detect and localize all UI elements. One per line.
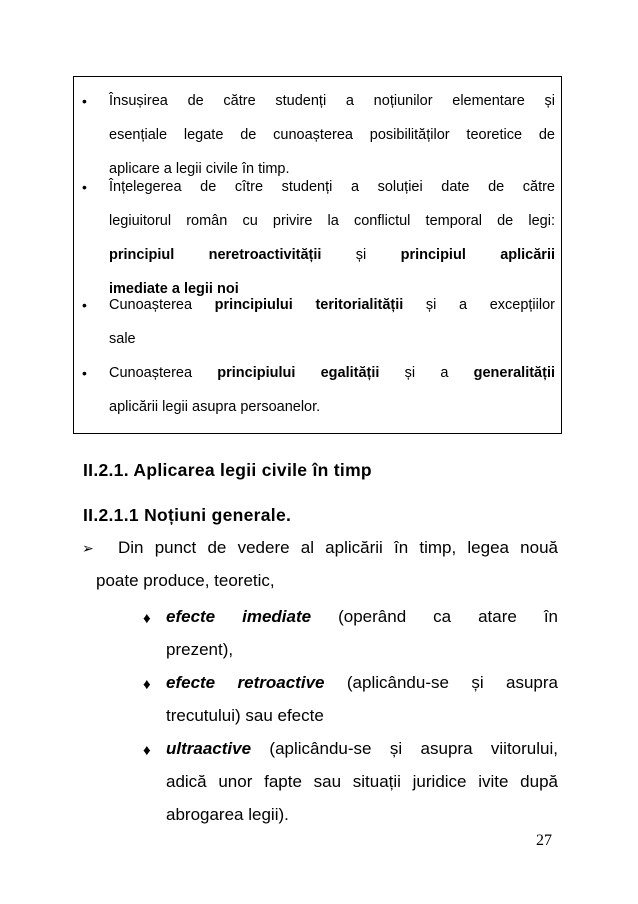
bold-term: principiului teritorialității — [214, 297, 404, 313]
bold-term: principiul neretroactivității — [109, 247, 322, 263]
diamond-bullet-icon: ♦ — [143, 742, 151, 759]
objective-line: Înțelegerea de cître studenți a soluției date de către — [109, 179, 555, 195]
objective-line: Cunoașterea principiului teritorialității și a excepțiilor — [109, 297, 555, 313]
objective-line: principiul neretroactivității și principiul aplicării — [109, 247, 555, 263]
objective-line: aplicare a legii civile în timp. — [109, 161, 290, 177]
bold-term: principiul aplicării — [400, 247, 555, 263]
bold-term: efecte imediate — [166, 607, 312, 626]
body-line: ultraactive (aplicându-se și asupra viitorului, — [166, 739, 558, 758]
body-line: prezent), — [166, 640, 234, 659]
body-line: trecutului) sau efecte — [166, 706, 324, 725]
page-number: 27 — [536, 832, 552, 849]
bold-term: imediate a legii noi — [109, 281, 239, 297]
bold-term: principiului egalității — [217, 365, 380, 381]
body-line: abrogarea legii). — [166, 805, 289, 824]
bold-term: generalității — [473, 365, 555, 381]
objective-line: aplicării legii asupra persoanelor. — [109, 399, 321, 415]
bold-term: ultraactive — [166, 739, 252, 758]
bullet-icon: • — [82, 179, 87, 195]
bold-term: efecte retroactive — [166, 673, 325, 692]
objective-line: Cunoașterea principiului egalității și a generalității — [109, 365, 555, 381]
bullet-icon: • — [82, 93, 87, 109]
objective-line: Însușirea de către studenți a noțiunilor elementare și — [109, 93, 555, 109]
diamond-bullet-icon: ♦ — [143, 676, 151, 693]
objectives-box — [73, 76, 562, 434]
bullet-icon: • — [82, 297, 87, 313]
body-line: adică unor fapte sau situații juridice ivite după — [166, 772, 558, 791]
bullet-icon: • — [82, 365, 87, 381]
objective-line: esențiale legate de cunoașterea posibilităților teoretice de — [109, 127, 555, 143]
diamond-bullet-icon: ♦ — [143, 610, 151, 627]
objective-line: sale — [109, 331, 136, 347]
section-heading: II.2.1. Aplicarea legii civile în timp — [83, 460, 372, 480]
body-line: efecte retroactive (aplicându-se și asupra — [166, 673, 558, 692]
subsection-heading: II.2.1.1 Noțiuni generale. — [83, 505, 292, 525]
body-line: poate produce, teoretic, — [96, 571, 275, 590]
body-line: efecte imediate (operând ca atare în — [166, 607, 558, 626]
objective-line: legiuitorul român cu privire la conflictul temporal de legi: — [109, 213, 555, 229]
body-line: Din punct de vedere al aplicării în timp, legea nouă — [118, 538, 558, 557]
arrow-bullet-icon: ➢ — [82, 540, 94, 556]
